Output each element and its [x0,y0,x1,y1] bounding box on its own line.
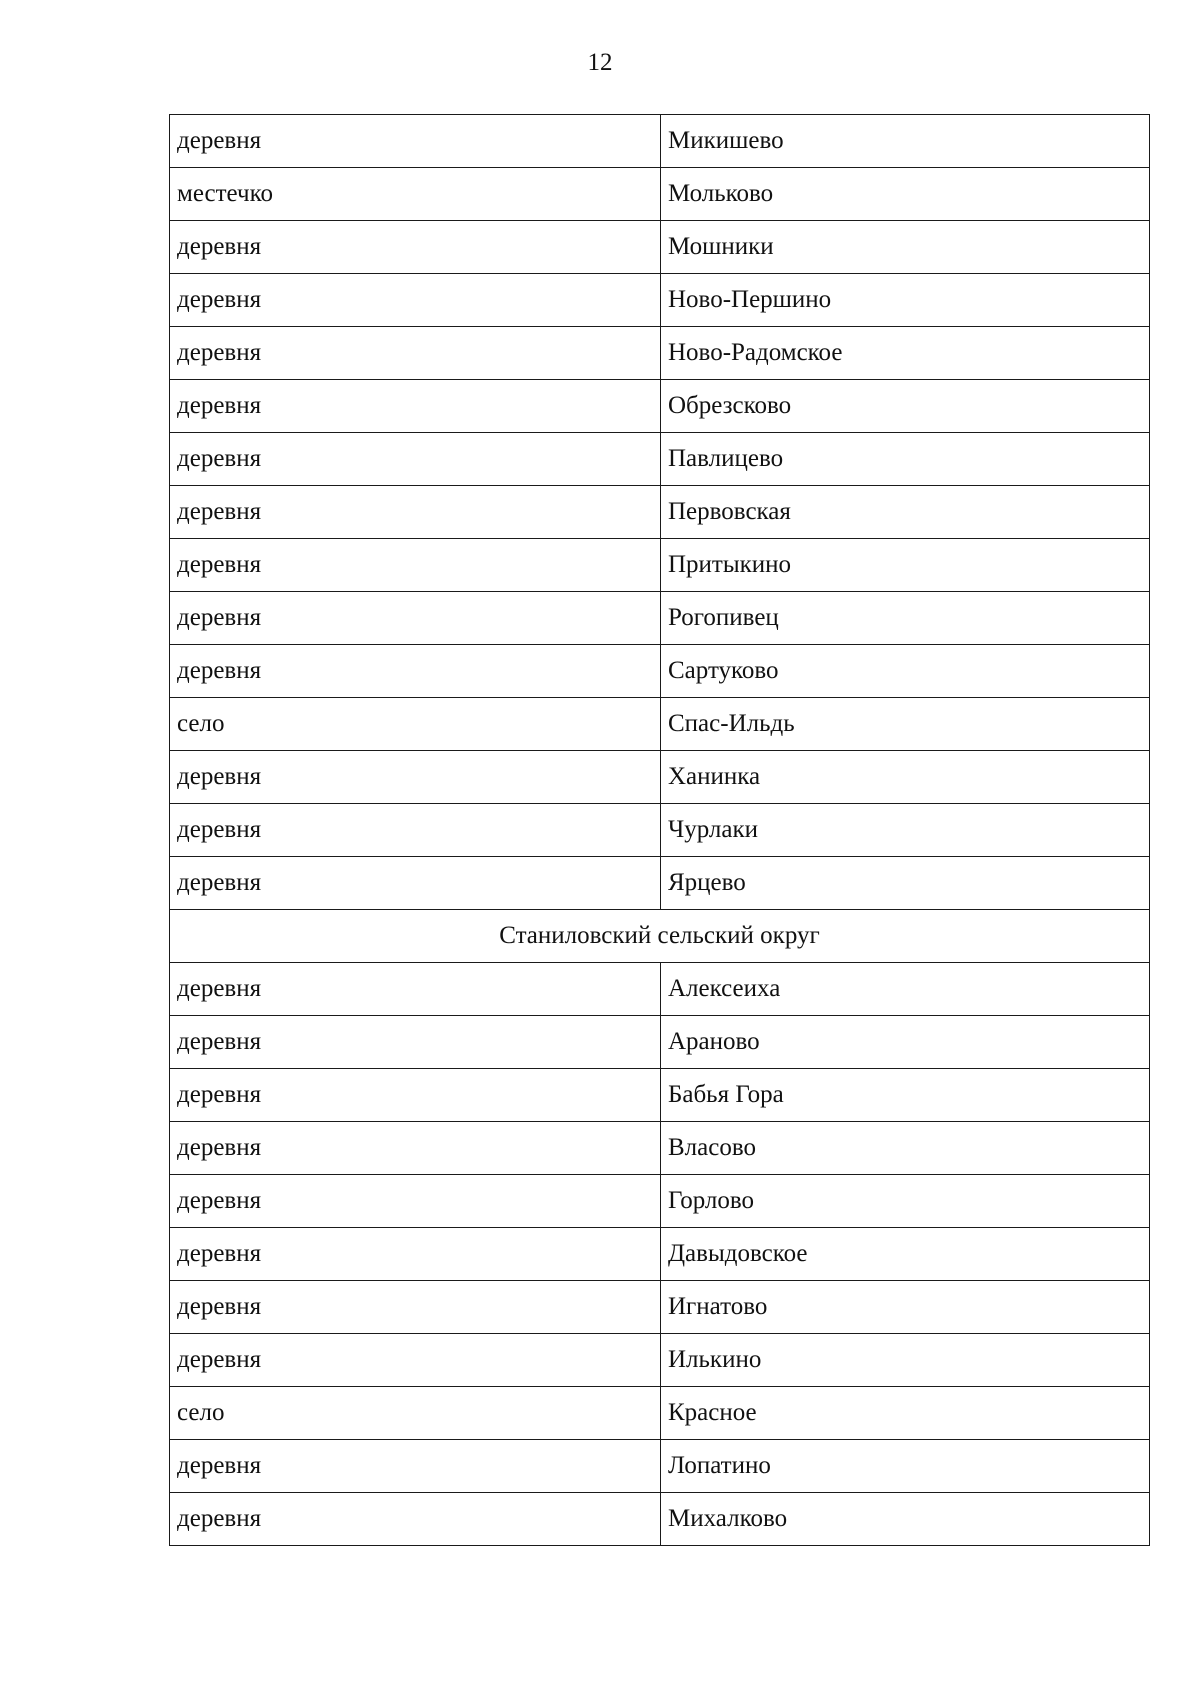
settlement-name-cell: Лопатино [661,1440,1150,1493]
settlement-type-cell: деревня [170,1440,661,1493]
settlement-name-cell: Чурлаки [661,804,1150,857]
settlement-name-cell: Красное [661,1387,1150,1440]
settlement-type-cell: деревня [170,645,661,698]
settlement-name-cell: Притыкино [661,539,1150,592]
section-title: Станиловский сельский округ [170,910,1150,963]
table-row [170,645,1150,698]
table-row [170,1281,1150,1334]
settlement-type-cell: деревня [170,115,661,168]
table-row [170,221,1150,274]
settlement-name-cell: Илькино [661,1334,1150,1387]
table-row [170,433,1150,486]
settlement-name-cell: Власово [661,1122,1150,1175]
settlement-name-cell: Алексеиха [661,963,1150,1016]
settlement-name-cell: Горлово [661,1175,1150,1228]
settlement-name-cell: Сартуково [661,645,1150,698]
table-row [170,274,1150,327]
settlement-type-cell: деревня [170,1175,661,1228]
settlement-type-cell: деревня [170,1069,661,1122]
table-row [170,857,1150,910]
settlement-type-cell: деревня [170,221,661,274]
table-row [170,486,1150,539]
settlement-name-cell: Ново-Радомское [661,327,1150,380]
section-header-row [170,910,1150,963]
settlement-type-cell: деревня [170,433,661,486]
settlement-name-cell: Микишево [661,115,1150,168]
settlement-name-cell: Бабья Гора [661,1069,1150,1122]
settlement-type-cell: деревня [170,1334,661,1387]
table-row [170,804,1150,857]
table-row [170,963,1150,1016]
table-row [170,698,1150,751]
settlement-name-cell: Игнатово [661,1281,1150,1334]
table-row [170,1493,1150,1546]
settlements-table-body [170,115,1150,1546]
page-number: 12 [587,49,613,76]
settlement-type-cell: деревня [170,804,661,857]
settlement-type-cell: местечко [170,168,661,221]
settlement-type-cell: деревня [170,1122,661,1175]
settlement-type-cell: деревня [170,592,661,645]
table-row [170,1440,1150,1493]
settlement-type-cell: деревня [170,486,661,539]
settlement-type-cell: деревня [170,380,661,433]
table-row [170,539,1150,592]
settlement-name-cell: Мошники [661,221,1150,274]
settlement-name-cell: Павлицево [661,433,1150,486]
table-row [170,380,1150,433]
settlements-table [169,114,1150,1546]
settlement-type-cell: деревня [170,1016,661,1069]
table-row [170,327,1150,380]
table-row [170,1175,1150,1228]
settlement-name-cell: Первовская [661,486,1150,539]
settlement-type-cell: деревня [170,274,661,327]
settlement-type-cell: деревня [170,1493,661,1546]
table-row [170,168,1150,221]
table-row [170,751,1150,804]
table-row [170,1228,1150,1281]
settlement-name-cell: Араново [661,1016,1150,1069]
settlement-type-cell: деревня [170,857,661,910]
table-row [170,1069,1150,1122]
settlement-name-cell: Ханинка [661,751,1150,804]
settlement-name-cell: Спас-Ильдь [661,698,1150,751]
settlement-name-cell: Давыдовское [661,1228,1150,1281]
settlement-name-cell: Ново-Першино [661,274,1150,327]
table-row [170,1334,1150,1387]
table-row [170,1122,1150,1175]
table-row [170,1387,1150,1440]
settlement-name-cell: Мольково [661,168,1150,221]
settlement-type-cell: деревня [170,751,661,804]
settlement-type-cell: село [170,1387,661,1440]
settlement-name-cell: Обрезсково [661,380,1150,433]
settlement-type-cell: деревня [170,1281,661,1334]
settlement-type-cell: деревня [170,539,661,592]
settlement-type-cell: деревня [170,327,661,380]
table-row [170,1016,1150,1069]
settlement-type-cell: деревня [170,1228,661,1281]
settlement-type-cell: деревня [170,963,661,1016]
settlement-name-cell: Ярцево [661,857,1150,910]
table-row [170,115,1150,168]
settlement-type-cell: село [170,698,661,751]
table-row [170,592,1150,645]
settlement-name-cell: Рогопивец [661,592,1150,645]
settlement-name-cell: Михалково [661,1493,1150,1546]
